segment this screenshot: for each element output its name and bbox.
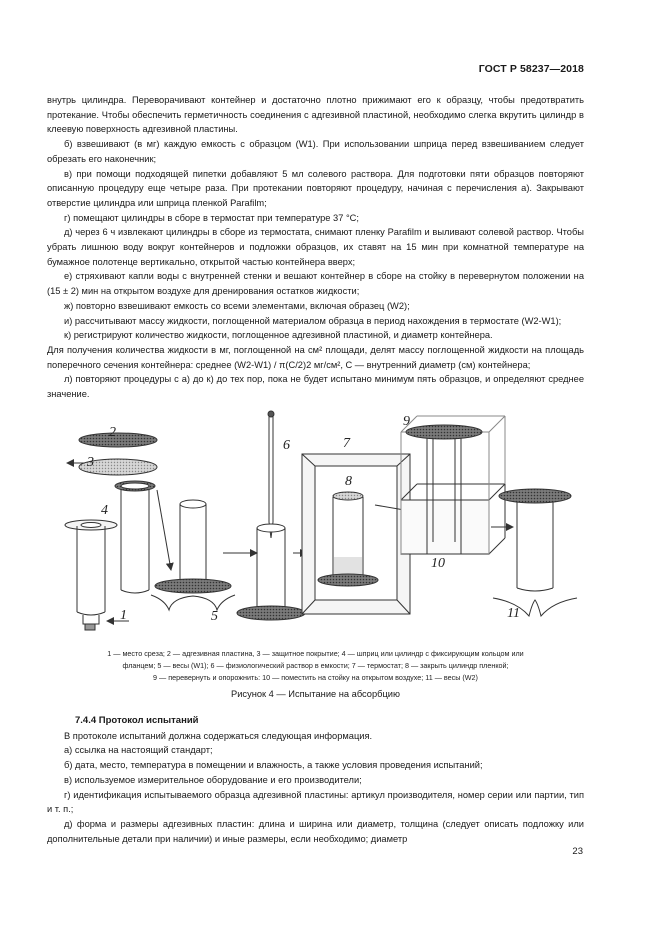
list-item: г) идентификация испытываемого образца адгезивной пластины: артикул производителя, номер серии или партии, тип и т. п.; xyxy=(47,789,584,815)
absorption-test-figure xyxy=(47,410,587,638)
legend-line: фланцем; 5 — весы (W1); 6 — физиологический раствор в емкости; 7 — термостат; 8 — закрыть цилиндр пленкой; xyxy=(122,661,509,670)
figure-label: 5 xyxy=(211,609,218,624)
page-number: 23 xyxy=(572,846,583,857)
figure-label: 1 xyxy=(120,608,127,623)
figure-label: 6 xyxy=(283,438,290,453)
figure-label: 11 xyxy=(507,606,520,621)
list-item: д) форма и размеры адгезивных пластин: длина и ширина или диаметр, толщина (следует описать подложку или дополнительные детали при наличии) и иные размеры, если необходимо; диаметр xyxy=(47,818,584,844)
figure-legend xyxy=(47,648,584,684)
legend-line: 1 — место среза; 2 — адгезивная пластина, 3 — защитное покрытие; 4 — шприц или цилиндр с фиксирующим кольцом или xyxy=(107,649,524,658)
procedure-text xyxy=(47,93,584,402)
scale-w2 xyxy=(493,489,577,616)
figure-label: 8 xyxy=(345,474,352,489)
drain-stand xyxy=(401,416,505,554)
paragraph: внутрь цилиндра. Переворачивают контейнер и достаточно плотно прижимают его к образцу, чтобы предотвратить протекание. Чтобы обеспечить герметичность соединения с адгезивной пластиной, необходимо слегка вкрутить цилиндр в клеевую поверхность адгезивной пластины. xyxy=(47,95,584,135)
list-item: а) ссылка на настоящий стандарт; xyxy=(64,745,213,756)
paragraph: в) при помощи подходящей пипетки добавляют 5 мл солевого раствора. Для подготовки пяти образцов повторяют описанную процедуру еще четыре раза. При протекании повторяют процедуру, начиная с перечисления а). Закрывают отверстие цилиндра или шприца пленкой Parafilm; xyxy=(47,168,584,208)
paragraph: В протоколе испытаний должна содержаться следующая информация. xyxy=(64,730,373,741)
paragraph: е) стряхивают капли воды с внутренней стенки и вешают контейнер в сборе на стойку в перевернутом положении на (15 ± 2) мин на открытом воздухе для дренирования остатков жидкости; xyxy=(47,271,584,297)
test-report-section xyxy=(47,714,584,846)
legend-line: 9 — перевернуть и опорожнить: 10 — поместить на стойку на открытом воздухе; 11 — весы (W2) xyxy=(153,673,478,682)
syringe-with-flange xyxy=(65,520,117,630)
list-item: в) используемое измерительное оборудование и его производители; xyxy=(64,774,362,785)
section-heading: 7.4.4 Протокол испытаний xyxy=(75,715,199,726)
paragraph: б) взвешивают (в мг) каждую емкость с образцом (W1). При использовании шприца перед взвешиванием следует обрезать его наконечник; xyxy=(47,139,584,164)
pipette-saline xyxy=(237,411,305,620)
paragraph: к) регистрируют количество жидкости, поглощенное адгезивной пластиной, и диаметр контейнера. xyxy=(64,330,493,341)
paragraph: г) помещают цилиндры в сборе в термостат при температуре 37 °С; xyxy=(64,212,359,223)
figure-label: 10 xyxy=(431,556,445,571)
figure-label: 3 xyxy=(87,455,94,470)
figure-label: 9 xyxy=(403,414,410,429)
figure-label: 2 xyxy=(109,425,116,440)
adhesive-plate xyxy=(79,433,157,447)
cylinder-with-ring xyxy=(115,481,155,593)
list-item: б) дата, место, температура в помещении и влажность, а также условия проведения испытаний; xyxy=(64,760,483,771)
paragraph: л) повторяют процедуры с а) до к) до тех пор, пока не будет испытано минимум пять образцов, и определяют среднее значение. xyxy=(47,374,584,400)
paragraph: Для получения количества жидкости в мг, поглощенной на см² площади, делят массу поглощенной жидкости на площадь поперечного сечения контейнера: среднее (W2-W1) / π(С/2)2 мг/см², С — внутренний диаметр (см) контейнера; xyxy=(47,344,584,370)
figure-label: 7 xyxy=(343,436,350,451)
figure-caption: Рисунок 4 — Испытание на абсорбцию xyxy=(231,689,400,699)
scale-w1 xyxy=(151,500,235,610)
figure-drawing xyxy=(47,410,587,638)
figure-label: 4 xyxy=(101,503,108,518)
paragraph: ж) повторно взвешивают емкость со всеми элементами, включая образец (W2); xyxy=(64,300,410,311)
paragraph: и) рассчитывают массу жидкости, поглощенной материалом образца в период нахождения в термостате (W2-W1); xyxy=(64,315,562,326)
thermostat xyxy=(302,454,410,614)
paragraph: д) через 6 ч извлекают цилиндры в сборе из термостата, снимают пленку Parafilm и выливают солевой раствор. Чтобы убрать лишнюю воду вокруг контейнеров и подложки образцов, их ставят на 15 мин при комнатной температуре на бумажное полотенце вертикально, открытой частью контейнера вверх; xyxy=(47,227,584,267)
document-header: ГОСТ Р 58237—2018 xyxy=(478,63,584,75)
